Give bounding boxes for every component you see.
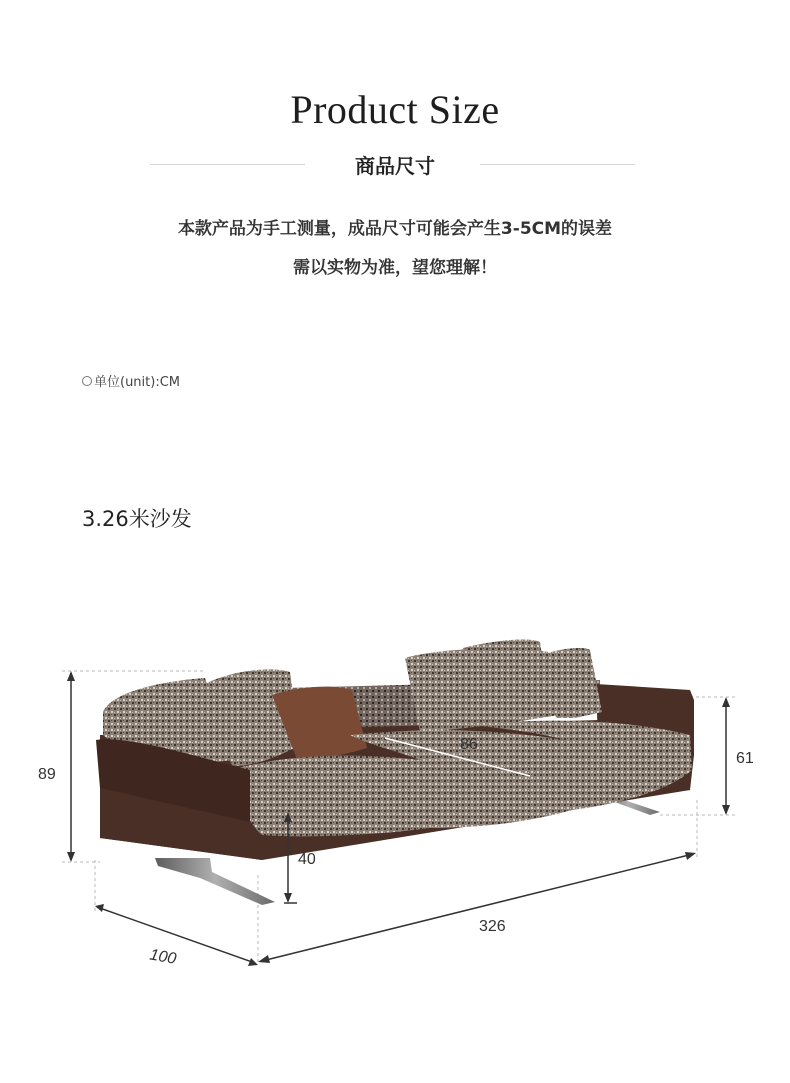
sofa-leg-front	[155, 858, 275, 905]
length-dimension	[258, 852, 696, 963]
seat-depth-label: 86	[460, 736, 478, 753]
depth-label: 100	[148, 946, 178, 968]
measurement-notice-line2: 需以实物为准，望您理解！	[293, 258, 497, 278]
height-label: 89	[38, 766, 56, 783]
model-name: 3.26米沙发	[82, 507, 192, 531]
length-label: 326	[479, 918, 506, 935]
seat-height-label: 40	[298, 851, 316, 868]
page-title: Product Size	[290, 87, 500, 132]
measurement-notice-line1: 本款产品为手工测量，成品尺寸可能会产生3-5CM的误差	[177, 219, 613, 239]
page-subtitle: 商品尺寸	[355, 154, 435, 178]
arm-height-label: 61	[736, 750, 754, 767]
unit-label-text: 单位(unit):CM	[94, 375, 181, 390]
arm-height-dimension	[722, 697, 730, 815]
height-dimension	[67, 671, 75, 862]
seat-cushion-left	[232, 756, 430, 837]
